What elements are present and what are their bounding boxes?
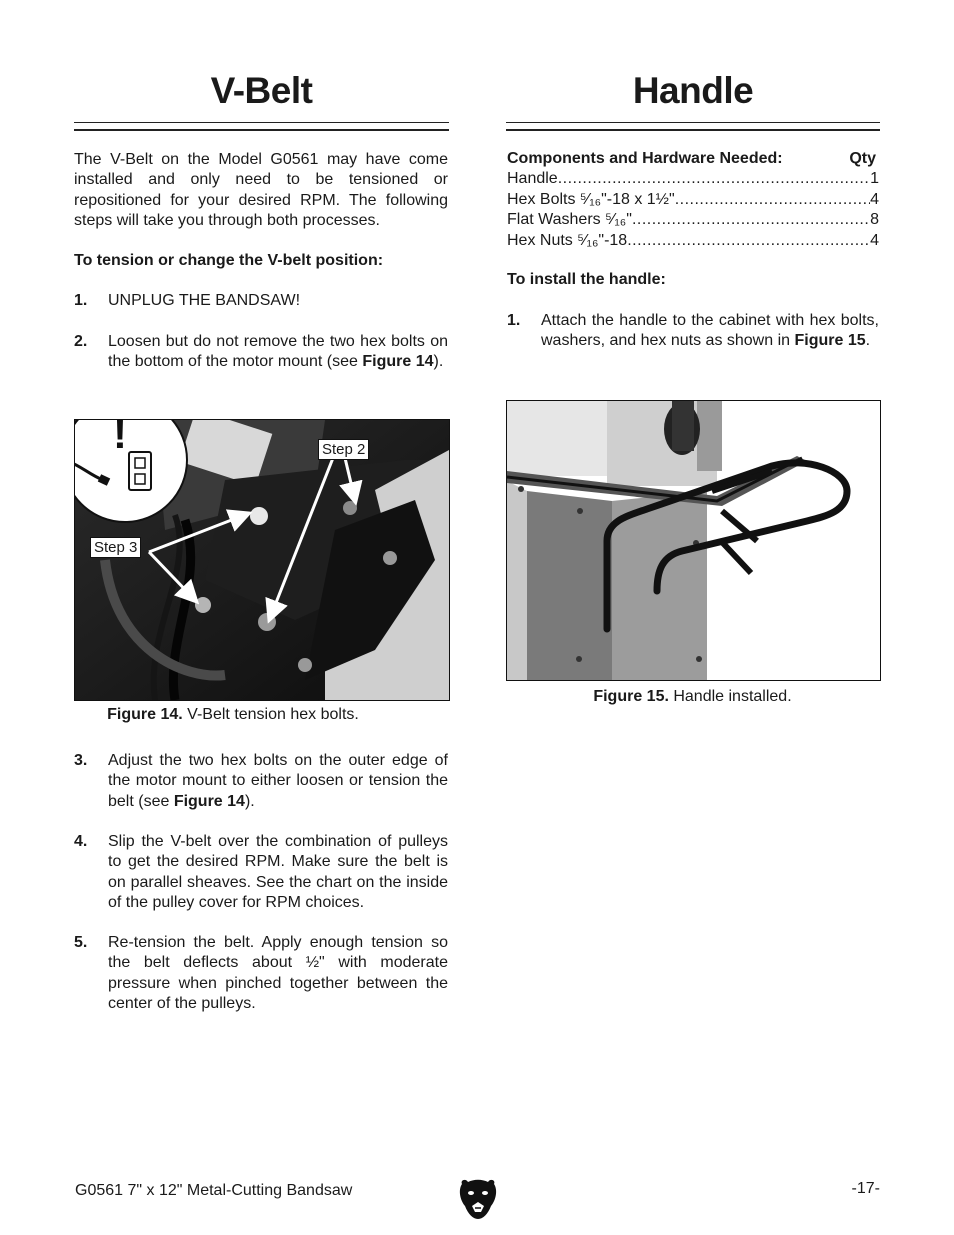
- step-text-body: Attach the handle to the cabinet with hex bolts, washers, and hex nuts as shown in: [541, 312, 879, 350]
- step-number: 1.: [507, 312, 521, 329]
- part-name: Flat Washers ⁵⁄₁₆": [507, 211, 632, 229]
- step-text-tail: ).: [244, 792, 255, 810]
- parts-row: [507, 231, 879, 251]
- step-number: 1.: [74, 292, 88, 309]
- handle-subheading: To install the handle:: [507, 271, 666, 288]
- section-title-vbelt: V-Belt: [210, 70, 313, 111]
- part-qty: 4: [870, 231, 879, 249]
- parts-qty-header: Qty: [849, 150, 876, 167]
- figure-15-caption: [506, 688, 879, 706]
- figure-reference: Figure 15: [794, 332, 866, 350]
- caption-text: V-Belt tension hex bolts.: [182, 706, 359, 723]
- step-number: 3.: [74, 752, 88, 769]
- part-qty: 8: [870, 211, 879, 229]
- svg-text:!: !: [113, 420, 127, 457]
- title-rule-bottom: [506, 129, 880, 131]
- step-text: Slip the V-belt over the combination of pulleys to get the desired RPM. Make sure the belt is on parallel sheaves. See the chart on the inside of the pulley cover for RPM choices.: [108, 833, 448, 912]
- caption-text: Handle installed.: [668, 688, 792, 705]
- vbelt-step-3: [74, 751, 448, 812]
- figure-reference: Figure 14: [362, 353, 434, 371]
- step-text-tail: .: [865, 332, 871, 350]
- caption-label: Figure 14.: [107, 706, 183, 723]
- vbelt-subheading: To tension or change the V-belt position:: [74, 252, 384, 269]
- parts-list-header: [507, 149, 879, 169]
- vbelt-intro: The V-Belt on the Model G0561 may have come installed and only need to be tensioned or repositioned for your desired RPM. The following steps will take you through both processes.: [74, 151, 448, 230]
- callout-step-3: Step 3: [90, 537, 141, 558]
- step-number: 5.: [74, 934, 88, 951]
- step-text: UNPLUG THE BANDSAW!: [108, 292, 301, 309]
- handle-step-1: [507, 311, 879, 352]
- title-rule-bottom: [74, 129, 449, 131]
- step-text-body: Adjust the two hex bolts on the outer edge of the motor mount to either loosen or tension the belt (see: [108, 752, 448, 810]
- figure-reference: Figure 14: [173, 792, 245, 810]
- figure-14-caption: [74, 706, 392, 724]
- figure-15-photo: [507, 401, 880, 680]
- grizzly-bear-logo-icon: [458, 1178, 498, 1220]
- step-text: Re-tension the belt. Apply enough tension so the belt deflects about ½" with moderate pressure when pinched together between the center of the pulleys.: [108, 934, 448, 1013]
- page-number: -17-: [851, 1180, 880, 1197]
- parts-row: [507, 169, 879, 189]
- footer-manual-title: G0561 7" x 12" Metal-Cutting Bandsaw: [75, 1182, 353, 1199]
- figure-14-photo: [75, 420, 449, 700]
- vbelt-step-2: [74, 332, 448, 373]
- step-number: 4.: [74, 833, 88, 850]
- parts-row: [507, 210, 879, 230]
- vbelt-step-1: [74, 291, 448, 311]
- title-rule-top: [74, 122, 449, 123]
- section-title-handle: Handle: [632, 70, 754, 111]
- callout-step-2: Step 2: [318, 439, 369, 460]
- step-text: [108, 332, 448, 373]
- part-name: Handle: [507, 170, 558, 188]
- part-name: Hex Nuts ⁵⁄₁₆"-18: [507, 231, 628, 249]
- caption-label: Figure 15.: [593, 688, 669, 705]
- step-number: 2.: [74, 333, 88, 350]
- parts-row: [507, 190, 879, 210]
- step-text: [108, 751, 448, 812]
- vbelt-step-4: [74, 832, 448, 914]
- parts-header: Components and Hardware Needed:: [507, 150, 783, 167]
- title-rule-top: [506, 122, 880, 123]
- part-qty: 4: [870, 190, 879, 208]
- vbelt-step-5: [74, 933, 448, 1015]
- part-qty: 1: [870, 170, 879, 188]
- figure-14: [74, 419, 450, 701]
- part-name: Hex Bolts ⁵⁄₁₆"-18 x 1½": [507, 190, 675, 208]
- step-text-body: Loosen but do not remove the two hex bolts on the bottom of the motor mount (see: [108, 333, 448, 371]
- step-text-tail: ).: [433, 353, 444, 371]
- step-text: [541, 311, 879, 352]
- parts-list: [507, 149, 879, 251]
- figure-15: [506, 400, 881, 681]
